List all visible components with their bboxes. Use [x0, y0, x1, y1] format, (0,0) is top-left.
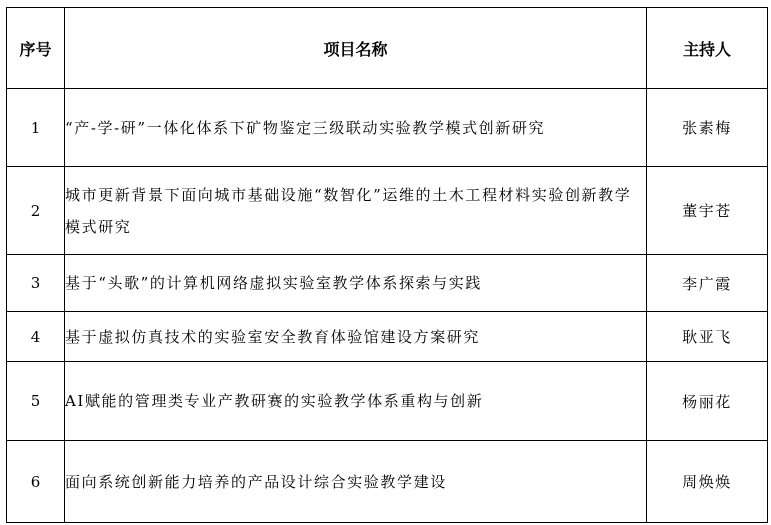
table-row	[7, 362, 768, 441]
header-host: 主持人	[647, 8, 768, 89]
row-seq: 6	[7, 441, 65, 523]
row-host: 张素梅	[647, 89, 768, 167]
row-project-name: 基于“头歌”的计算机网络虚拟实验室教学体系探索与实践	[65, 255, 647, 312]
table-row	[7, 255, 768, 312]
row-project-name: 城市更新背景下面向城市基础设施“数智化”运维的土木工程材料实验创新教学模式研究	[65, 167, 647, 255]
header-row	[7, 8, 768, 89]
row-project-name: 面向系统创新能力培养的产品设计综合实验教学建设	[65, 441, 647, 523]
table-row	[7, 312, 768, 362]
header-project-name: 项目名称	[65, 8, 647, 89]
row-project-name: AI赋能的管理类专业产教研赛的实验教学体系重构与创新	[65, 362, 647, 441]
row-host: 周焕焕	[647, 441, 768, 523]
row-seq: 3	[7, 255, 65, 312]
table-row	[7, 167, 768, 255]
row-seq: 2	[7, 167, 65, 255]
row-host: 李广霞	[647, 255, 768, 312]
row-project-name: “产-学-研”一体化体系下矿物鉴定三级联动实验教学模式创新研究	[65, 89, 647, 167]
row-host: 董宇苍	[647, 167, 768, 255]
table-row	[7, 89, 768, 167]
header-seq: 序号	[7, 8, 65, 89]
row-seq: 5	[7, 362, 65, 441]
project-table	[6, 7, 768, 523]
table-row	[7, 441, 768, 523]
row-host: 耿亚飞	[647, 312, 768, 362]
row-seq: 4	[7, 312, 65, 362]
row-project-name: 基于虚拟仿真技术的实验室安全教育体验馆建设方案研究	[65, 312, 647, 362]
row-host: 杨丽花	[647, 362, 768, 441]
row-seq: 1	[7, 89, 65, 167]
